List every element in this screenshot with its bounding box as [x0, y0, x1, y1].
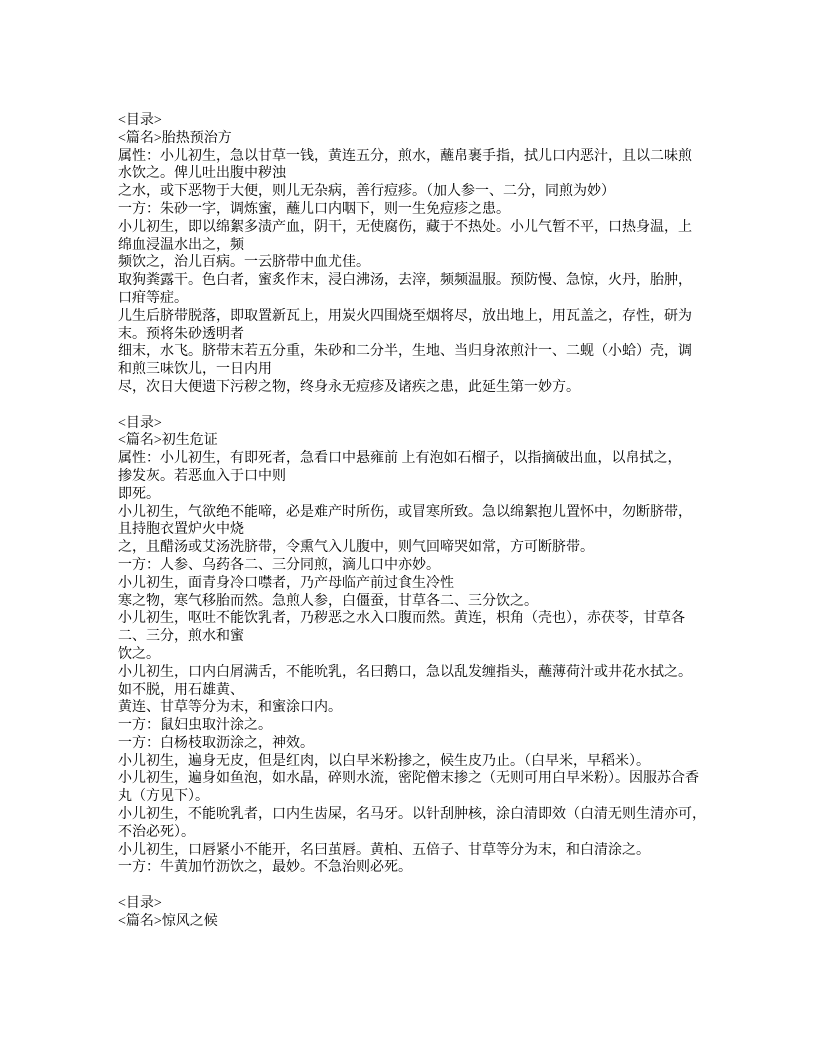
text-line: 小儿初生，遍身如鱼泡，如水晶，碎则水流，密陀僧末掺之（无则可用白早米粉）。因服苏合香: [118, 771, 699, 787]
text-line: 小儿初生，口内白屑满舌，不能吮乳，名曰鹅口，急以乱发缠指头，蘸薄荷汁或井花水拭之。: [118, 664, 692, 680]
text-line: 和煎三味饮儿，一日内用: [118, 362, 272, 378]
text-line: 一方：牛黄加竹沥饮之，最妙。不急治则必死。: [118, 860, 412, 876]
text-line: 一方：人参、乌药各二、三分同煎，滴儿口中亦妙。: [118, 557, 440, 573]
blank-line: [118, 397, 718, 415]
text-line: 不治必死）。: [118, 824, 195, 840]
text-line: 属性：小儿初生，有即死者，急看口中悬雍前 上有泡如石榴子，以指摘破出血，以帛拭之，: [118, 451, 682, 467]
text-line: 掺发灰。若恶血入于口中则: [118, 468, 286, 484]
text-line: 小儿初生，不能吮乳者，口内生齿屎，名马牙。以针刮肿核，涂白清即效（白清无则生清亦可，: [118, 807, 706, 823]
text-line: 属性：小儿初生，急以甘草一钱，黄连五分，煎水，蘸帛裹手指，拭儿口内恶汁，且以二味煎: [118, 148, 692, 164]
text-line: 小儿初生，呕吐不能饮乳者，乃秽恶之水入口腹而然。黄连，枳角（壳也），赤茯苓，甘草各: [118, 611, 685, 627]
text-line: 绵血浸温水出之，频: [118, 237, 244, 253]
text-line: 一方：朱砂一字，调炼蜜，蘸儿口内咽下，则一生免痘疹之患。: [118, 201, 510, 217]
text-line: 饮之。: [118, 646, 160, 662]
text-line: 寒之物，寒气移胎而然。急煎人参，白僵蚕，甘草各二、三分饮之。: [118, 593, 538, 609]
text-line: 且持胞衣置炉火中烧: [118, 522, 244, 538]
text-line: 口疳等症。: [118, 290, 188, 306]
text-line: 即死。: [118, 486, 160, 502]
text-line: 丸（方见下）。: [118, 789, 209, 805]
text-line: 水饮之。俾儿吐出腹中秽浊: [118, 166, 286, 182]
text-line: 小儿初生，口唇紧小不能开，名曰茧唇。黄柏、五倍子、甘草等分为末，和白清涂之。: [118, 842, 650, 858]
text-line: 一方：鼠妇虫取汁涂之。: [118, 718, 272, 734]
text-line: 取狗粪露干。色白者，蜜炙作末，浸白沸汤，去滓，频频温服。预防慢、急惊，火丹，胎肿，: [118, 273, 692, 289]
text-line: 一方：白杨枝取沥涂之，神效。: [118, 735, 314, 751]
text-line: 尽，次日大便遗下污秽之物，终身永无痘疹及诸疾之患，此延生第一妙方。: [118, 379, 580, 395]
text-line: <篇名>初生危证: [118, 433, 218, 449]
text-line: 小儿初生，气欲绝不能啼，必是难产时所伤，或冒寒所致。急以绵絮抱儿置怀中，勿断脐带，: [118, 504, 692, 520]
text-line: 小儿初生，遍身无皮，但是红肉，以白早米粉掺之，候生皮乃止。（白早米，早稻米）。: [118, 753, 650, 769]
text-line: 如不脱，用石雄黄、: [118, 682, 244, 698]
text-line: 黄连、甘草等分为末，和蜜涂口内。: [118, 700, 342, 716]
text-line: <篇名>惊风之候: [118, 913, 218, 929]
text-line: 儿生后脐带脱落，即取置新瓦上，用炭火四围烧至烟将尽，放出地上，用瓦盖之，存性，研为: [118, 308, 692, 324]
text-line: 之，且醋汤或艾汤洗脐带，令熏气入儿腹中，则气回啼哭如常，方可断脐带。: [118, 540, 594, 556]
text-line: 之水，或下恶物于大便，则儿无杂病，善行痘疹。（加人参一、二分，同煎为妙）: [118, 184, 615, 200]
text-line: <目录>: [118, 113, 162, 128]
text-line: <目录>: [118, 415, 162, 431]
text-line: 二、三分，煎水和蜜: [118, 629, 244, 645]
text-line: 细末，水飞。脐带末若五分重，朱砂和二分半，生地、当归身浓煎汁一、二蚬（小蛤）壳，调: [118, 344, 692, 360]
text-line: 末。预将朱砂透明者: [118, 326, 244, 342]
text-line: <目录>: [118, 896, 162, 912]
document-body: [118, 112, 718, 931]
text-line: 小儿初生，面青身冷口噤者，乃产母临产前过食生冷性: [118, 575, 454, 591]
text-line: 小儿初生，即以绵絮多渍产血，阴干，无使腐伤，藏于不热处。小儿气暂不平，口热身温，上: [118, 219, 692, 235]
blank-line: [118, 877, 718, 895]
text-line: <篇名>胎热预治方: [118, 130, 232, 146]
text-line: 频饮之，治儿百病。一云脐带中血尤佳。: [118, 255, 370, 271]
